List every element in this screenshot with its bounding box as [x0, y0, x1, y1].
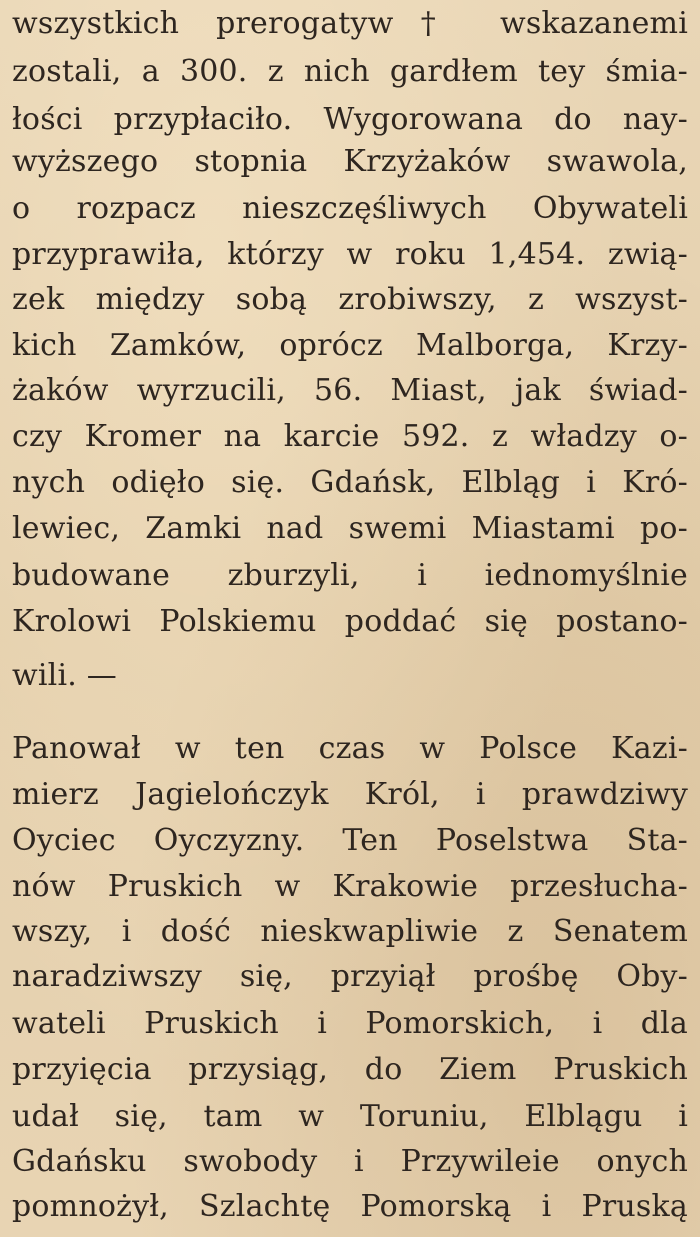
- text-line: wszy, i dość nieskwapliwie z Senatem: [12, 914, 688, 949]
- text-line: zostali, a 300. z nich gardłem tey śmia-: [12, 54, 688, 89]
- text-line: przyięcia przysiąg, do Ziem Pruskich: [12, 1052, 688, 1087]
- text-line: budowane zburzyli, i iednomyślnie: [12, 558, 688, 593]
- text-line: wateli Pruskich i Pomorskich, i dla: [12, 1006, 688, 1041]
- text-line: zek między sobą zrobiwszy, z wszyst-: [12, 282, 688, 317]
- text-line: mierz Jagielończyk Król, i prawdziwy: [12, 777, 688, 812]
- text-line: Gdańsku swobody i Przywileie onych: [12, 1144, 688, 1179]
- text-line: wili. —: [12, 658, 117, 693]
- text-line: Oyciec Oyczyzny. Ten Poselstwa Sta-: [12, 823, 688, 858]
- text-line: lewiec, Zamki nad swemi Miastami po-: [12, 511, 688, 546]
- text-line: udał się, tam w Toruniu, Elblągu i: [12, 1099, 688, 1134]
- text-line: nych odięło się. Gdańsk, Elbląg i Kró-: [12, 465, 688, 500]
- text-line: wyższego stopnia Krzyżaków swawola,: [12, 144, 688, 179]
- text-line: nów Pruskich w Krakowie przesłucha-: [12, 869, 688, 904]
- text-line: o rozpacz nieszczęśliwych Obywateli: [12, 191, 688, 226]
- text-line: przyprawiła, którzy w roku 1,454. zwią-: [12, 237, 688, 272]
- text-line: kich Zamków, oprócz Malborga, Krzy-: [12, 328, 688, 363]
- text-line: pomnożył, Szlachtę Pomorską i Pruską: [12, 1189, 688, 1224]
- text-line: żaków wyrzucili, 56. Miast, jak świad-: [12, 373, 688, 408]
- text-line: wszystkich prerogatyw† wskazanemi: [12, 6, 688, 41]
- text-line: naradziwszy się, przyiął prośbę Oby-: [12, 959, 688, 994]
- text-line: Krolowi Polskiemu poddać się postano-: [12, 604, 688, 639]
- text-line: czy Kromer na karcie 592. z władzy o-: [12, 419, 688, 454]
- text-line: łości przypłaciło. Wygorowana do nay-: [12, 102, 688, 137]
- text-line: Panował w ten czas w Polsce Kazi-: [12, 731, 688, 766]
